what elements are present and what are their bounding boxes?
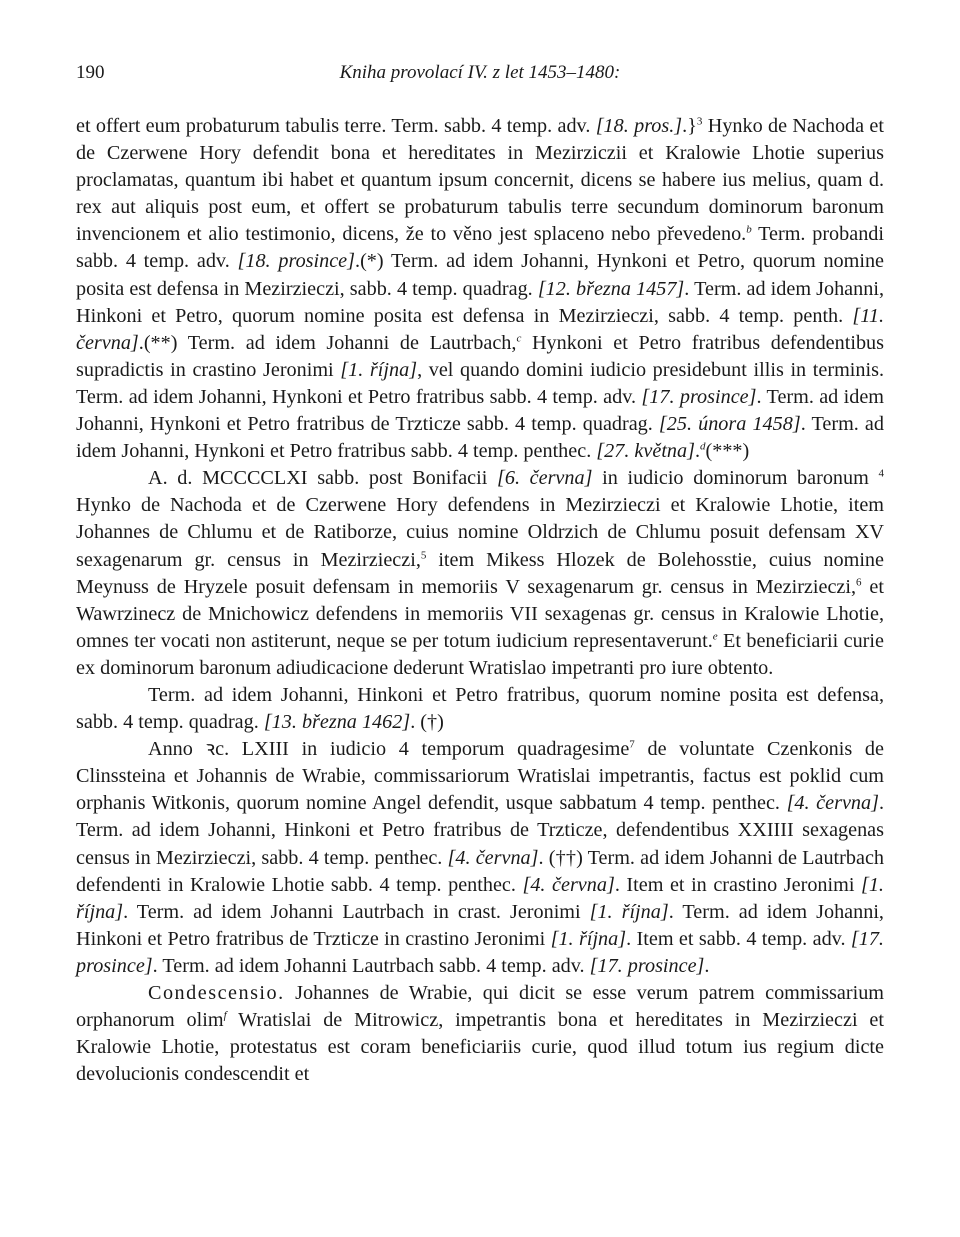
text-run: .(**) Term. ad idem Johanni de Lautrbach, [138, 331, 517, 354]
text-run: (***) [705, 440, 750, 463]
text-run: . Term. ad idem Johanni, Hinkoni et Petro fratribus de Trzticze, defendentibus XXIIII sexagenas census in Mezirzieczi, sabb. 4 temp. penthec. [76, 792, 885, 869]
text-run: de voluntate Czenkonis de Clinssteina et Johannis de Wrabie, commissariorum Wratislai impetrantis, factus est poklid cum orphanis Witkonis, quorum nomine Angel defendit, usque sabbatum 4 temp. penthec. [76, 738, 884, 815]
footnote-marker: 6 [856, 575, 862, 588]
page-header [76, 62, 884, 88]
date-annotation: [4. června] [447, 846, 539, 869]
date-annotation: [4. června] [522, 873, 615, 896]
date-annotation: [17. prosince] [641, 385, 757, 408]
date-annotation: [27. května] [596, 440, 695, 463]
footnote-marker: c [516, 332, 522, 345]
text-run: . Term. ad idem Johanni Lautrbach in crast. Jeronimi [123, 900, 590, 923]
footnote-marker: 7 [629, 738, 635, 751]
date-annotation: [12. března 1457] [537, 277, 685, 300]
page-number: 190 [76, 62, 105, 83]
text-run: Hynko de Nachoda et de Czerwene Hory defendens in Mezirzieczi et Kralowie Lhotie, item Johannes de Chlumu et de Ratiborze, cuius nomine Oldrzich de Chlumu posuit defensam XV sexagenarum gr. census in Mezirzieczi, [76, 494, 884, 571]
text-run: . (††) Term. ad idem Johanni de Lautrbach defendenti in Kralowie Lhotie sabb. 4 temp. penthec. [76, 846, 884, 896]
body-text [76, 113, 884, 1088]
running-title: Kniha provolací IV. z let 1453–1480: [339, 62, 621, 83]
text-run: item Mikess Hlozek de Bolehosstie, cuius nomine Meynuss de Hryzele posuit defensam in memoriis V sexagenarum gr. census in Mezirzieczi, [76, 548, 884, 598]
date-annotation: [25. února 1458] [658, 413, 801, 436]
date-annotation: [18. pros.] [595, 115, 683, 137]
paragraph [76, 465, 884, 682]
footnote-marker: 4 [878, 467, 884, 480]
text-run: . [704, 954, 710, 977]
text-run: .} [682, 115, 697, 137]
text-run: . Term. ad idem Johanni, Hinkoni et Petro, quorum nomine posita est defensa in Mezirzieczi, sabb. 4 temp. penth. [76, 277, 884, 327]
footnote-marker: 5 [420, 548, 427, 561]
footnote-marker: d [700, 440, 706, 453]
date-annotation: [1. října] [589, 900, 669, 923]
text-run: Wratislai de Mitrowicz, impetrantis bona et hereditates in Mezirzieczi et Kralowie Lhotie, protestatus est coram beneficiariis curie, quod illud totum ius regium dicte devolucionis condescendit et [76, 1009, 884, 1086]
footnote-marker: f [223, 1009, 227, 1022]
date-annotation: [13. března 1462] [263, 711, 411, 734]
text-run: Condescensio. [148, 982, 285, 1004]
text-run: Et beneficiarii curie ex dominorum baronum adiudicacione dederunt Wratislao impetranti pro iure obtento. [76, 629, 884, 679]
text-run: Hynko de Nachoda et de Czerwene Hory defendit bona et hereditates in Mezirziczii et Kralowie Lhotie superius proclamatas, quantum ibi habet et quantum ipsum concernit, dicens se habere ius melius, quam d. rex aut aliquis post eum, et offert se probaturum tabulis terre secundum dominorum baronum invencionem et alio testimonio, dicens, že to věno jest splaceno nebo převedeno. [76, 115, 884, 246]
text-run: Term. ad idem Johanni, Hinkoni et Petro fratribus, quorum nomine posita est defensa, sabb. 4 temp. quadrag. [76, 683, 884, 734]
paragraph [76, 113, 884, 465]
date-annotation: [17. prosince] [589, 954, 705, 977]
text-run: .(*) Term. ad idem Johanni, Hynkoni et Petro, quorum nomine posita est defensa in Mezirzieczi, sabb. 4 temp. quadrag. [76, 250, 884, 300]
date-annotation: [11. června] [76, 304, 884, 354]
page [76, 62, 884, 1088]
text-run: , vel quando domini iudicio presidebunt illis in terminis. Term. ad idem Johanni, Hynkoni et Petro fratribus sabb. 4 temp. adv. [76, 358, 885, 408]
footnote-marker: b [746, 223, 752, 236]
text-run: in iudicio dominorum baronum [592, 467, 879, 490]
text-run: . Term. ad idem Johanni, Hynkoni et Petro fratribus sabb. 4 temp. penthec. [76, 413, 884, 463]
date-annotation: [6. června] [497, 467, 593, 490]
text-run: . Term. ad idem Johanni, Hynkoni et Petro fratribus de Trzticze sabb. 4 temp. quadrag. [76, 385, 884, 436]
date-annotation: [1. října] [76, 873, 884, 923]
text-run: . Item et sabb. 4 temp. adv. [626, 927, 851, 950]
text-run: . Item et in crastino Jeronimi [614, 873, 861, 896]
date-annotation: [4. června] [786, 792, 879, 815]
text-run: Hynkoni et Petro fratribus defendentibus supradictis in crastino Jeronimi [76, 331, 884, 381]
date-annotation: [1. října] [550, 927, 627, 950]
text-run: et offert eum probaturum tabulis terre. Term. sabb. 4 temp. adv. [76, 115, 596, 137]
date-annotation: [1. října] [340, 358, 418, 381]
footnote-marker: 3 [696, 115, 703, 128]
text-run: . Term. ad idem Johanni, Hinkoni et Petro fratribus de Trzticze in crastino Jeronimi [76, 900, 884, 950]
date-annotation: [17. prosince] [76, 927, 884, 977]
text-run: . [694, 440, 701, 463]
text-run: et Wawrzinecz de Mnichowicz defendens in memoriis VII sexagenas gr. census in Kralowie Lhotie, omnes ter vocati non astiterunt, neque se per totum iudicium representaverunt. [76, 575, 884, 652]
text-run: Johannes de Wrabie, qui dicit se esse verum patrem commissarium orphanorum olim [76, 982, 884, 1032]
text-run: Term. probandi sabb. 4 temp. adv. [76, 223, 884, 273]
paragraph [76, 736, 884, 980]
text-run: A. d. MCCCCLXI sabb. post Bonifacii [148, 467, 497, 490]
footnote-marker: e [712, 630, 718, 643]
date-annotation: [18. prosince] [237, 250, 356, 273]
text-run: . (†) [410, 711, 444, 734]
paragraph [76, 682, 884, 736]
paragraph [76, 980, 884, 1088]
text-run: . Term. ad idem Johanni Lautrbach sabb. 4 temp. adv. [152, 954, 590, 977]
text-run: Anno ꝛc. LXIII in iudicio 4 temporum quadragesime [148, 738, 630, 761]
